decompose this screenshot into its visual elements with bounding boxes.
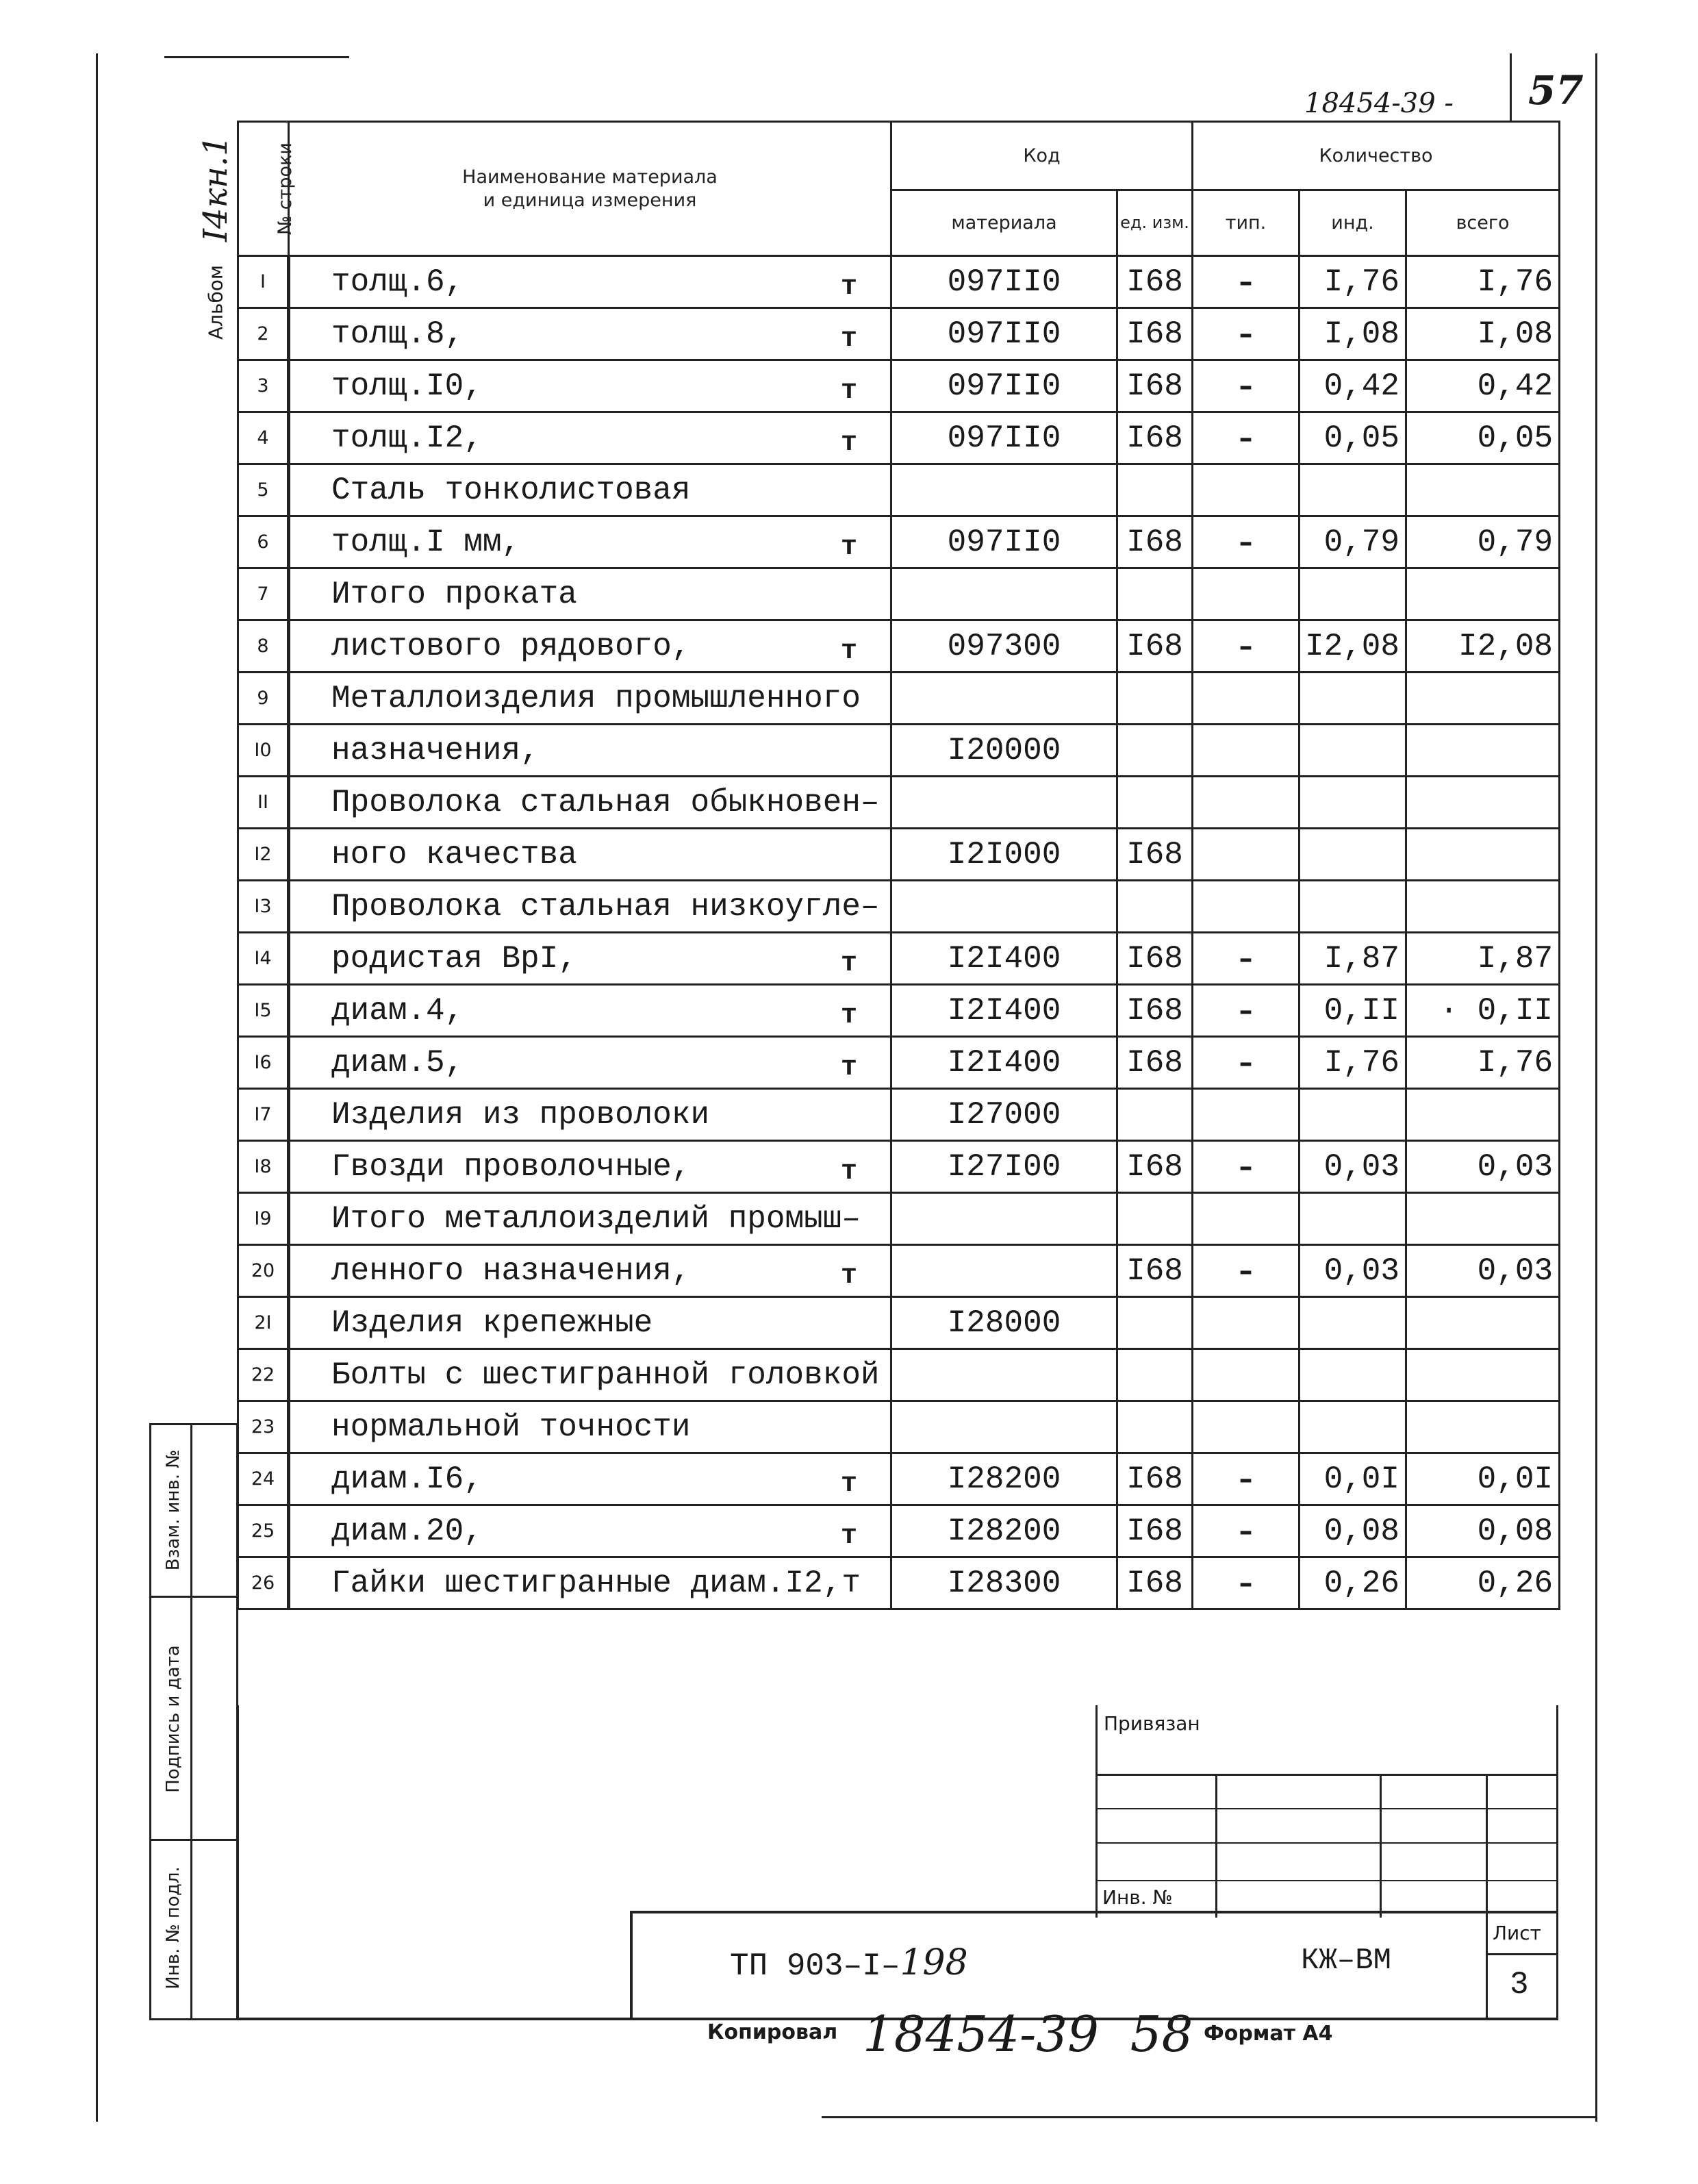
table-row [238, 1453, 1560, 1505]
table-row [238, 1401, 1560, 1453]
material-name-text: Итого металлоизделий промыш– [331, 1201, 861, 1237]
table-row [238, 308, 1560, 360]
unit-code [1117, 1401, 1193, 1453]
handwritten-ref: 18454-39 - [1304, 88, 1454, 119]
material-code: I27I00 [891, 1141, 1117, 1193]
material-name [289, 1557, 891, 1609]
material-name-text: Сталь тонколистовая [331, 472, 691, 508]
material-code: I2I000 [891, 829, 1117, 881]
sign-date-label: Подпись и дата [163, 1645, 183, 1793]
material-name-text: нормальной точности [331, 1409, 691, 1445]
material-name [289, 516, 891, 568]
material-code [891, 568, 1117, 620]
table-row [238, 933, 1560, 985]
col-qty-ind: инд. [1300, 190, 1406, 256]
material-unit: т [840, 1157, 857, 1188]
top-rule [164, 56, 349, 58]
qty-total: I,76 [1406, 256, 1560, 308]
qty-ind: 0,79 [1300, 516, 1406, 568]
material-code: 097II0 [891, 256, 1117, 308]
material-name [289, 1193, 891, 1245]
qty-ind: 0,42 [1300, 360, 1406, 412]
row-number: 4 [238, 412, 289, 464]
material-name-text: толщ.I2, [331, 420, 483, 456]
row-number: 7 [238, 568, 289, 620]
material-name [289, 620, 891, 673]
qty-typ: – [1193, 360, 1300, 412]
row-number: 9 [238, 673, 289, 725]
qty-ind [1300, 1349, 1406, 1401]
material-name [289, 1401, 891, 1453]
album-label: Альбом [204, 264, 227, 340]
table-row [238, 777, 1560, 829]
unit-code [1117, 1089, 1193, 1141]
row-number: 20 [238, 1245, 289, 1297]
qty-ind: 0,05 [1300, 412, 1406, 464]
tb-main-left [630, 1911, 633, 2020]
table-row [238, 725, 1560, 777]
qty-total: I,08 [1406, 308, 1560, 360]
material-name [289, 308, 891, 360]
qty-total [1406, 568, 1560, 620]
qty-typ: – [1193, 412, 1300, 464]
row-number: I5 [238, 985, 289, 1037]
material-name [289, 725, 891, 777]
material-name-text: Итого проката [331, 576, 577, 612]
table-row [238, 1037, 1560, 1089]
material-name [289, 1297, 891, 1349]
material-name [289, 1505, 891, 1557]
copied-hand: 18454-39 58 [863, 2005, 1193, 2063]
material-code [891, 1193, 1117, 1245]
material-code: I2I400 [891, 933, 1117, 985]
tb-tied-v1 [1215, 1774, 1217, 1918]
material-code [891, 464, 1117, 516]
qty-total: 0,05 [1406, 412, 1560, 464]
material-name-text: Изделия крепежные [331, 1305, 653, 1341]
qty-ind [1300, 1401, 1406, 1453]
replace-inv-label: Взам. инв. № [163, 1449, 183, 1571]
qty-total: · 0,II [1406, 985, 1560, 1037]
table-row [238, 673, 1560, 725]
qty-ind: I,08 [1300, 308, 1406, 360]
table-row [238, 1349, 1560, 1401]
bottom-rule [822, 2116, 1595, 2118]
qty-ind [1300, 725, 1406, 777]
material-code: 097300 [891, 620, 1117, 673]
side-stamp-sep-2 [149, 1839, 238, 1841]
col-code-unit: ед. изм. [1117, 190, 1193, 256]
tb-right [1556, 1705, 1558, 2020]
table-row [238, 568, 1560, 620]
qty-typ [1193, 568, 1300, 620]
qty-ind [1300, 1193, 1406, 1245]
material-name [289, 933, 891, 985]
qty-total [1406, 1349, 1560, 1401]
table-row [238, 256, 1560, 308]
unit-code: I68 [1117, 516, 1193, 568]
table-row [238, 1505, 1560, 1557]
unit-code [1117, 673, 1193, 725]
material-name-text: Проволока стальная низкоугле– [331, 888, 880, 925]
row-number: I9 [238, 1193, 289, 1245]
material-name [289, 829, 891, 881]
qty-total: 0,03 [1406, 1141, 1560, 1193]
qty-total: 0,42 [1406, 360, 1560, 412]
material-name [289, 568, 891, 620]
material-name-text: Проволока стальная обыкновен– [331, 784, 880, 820]
material-code [891, 1349, 1117, 1401]
table-row [238, 881, 1560, 933]
material-name-text: диам.I6, [331, 1461, 483, 1497]
material-name [289, 1089, 891, 1141]
album-value: I4кн.1 [197, 135, 235, 242]
qty-typ: – [1193, 620, 1300, 673]
right-edge [1595, 53, 1597, 2122]
qty-ind: 0,03 [1300, 1141, 1406, 1193]
qty-total: 0,0I [1406, 1453, 1560, 1505]
qty-ind: I,87 [1300, 933, 1406, 985]
row-number: 2I [238, 1297, 289, 1349]
row-number: 26 [238, 1557, 289, 1609]
col-code: Код [891, 122, 1193, 190]
table-row [238, 829, 1560, 881]
qty-ind: I,76 [1300, 256, 1406, 308]
col-name: Наименование материала и единица измерения [289, 122, 891, 256]
doc-code [730, 1942, 968, 1984]
material-unit: т [840, 1261, 857, 1292]
qty-total: 0,26 [1406, 1557, 1560, 1609]
unit-code [1117, 568, 1193, 620]
material-unit: т [840, 636, 857, 667]
row-number: 3 [238, 360, 289, 412]
material-name [289, 1453, 891, 1505]
table-body [238, 256, 1560, 1609]
unit-code: I68 [1117, 620, 1193, 673]
material-name [289, 1245, 891, 1297]
row-number: I3 [238, 881, 289, 933]
qty-total: I2,08 [1406, 620, 1560, 673]
material-name [289, 777, 891, 829]
qty-typ [1193, 881, 1300, 933]
material-name [289, 412, 891, 464]
table-row [238, 516, 1560, 568]
tb-tied-h1 [1095, 1774, 1558, 1776]
material-name [289, 673, 891, 725]
unit-code [1117, 1297, 1193, 1349]
table-row [238, 620, 1560, 673]
qty-total [1406, 673, 1560, 725]
tb-tied-h2 [1095, 1808, 1558, 1809]
row-number: I4 [238, 933, 289, 985]
unit-code [1117, 464, 1193, 516]
qty-total [1406, 1401, 1560, 1453]
qty-total [1406, 777, 1560, 829]
col-code-material: материала [891, 190, 1117, 256]
material-name [289, 985, 891, 1037]
material-name-text: Гайки шестигранные диам.I2,т [331, 1565, 861, 1601]
unit-code: I68 [1117, 1557, 1193, 1609]
material-name-text: Изделия из проволоки [331, 1096, 710, 1133]
qty-typ [1193, 777, 1300, 829]
table-row [238, 1193, 1560, 1245]
unit-code [1117, 1349, 1193, 1401]
material-unit: т [840, 1001, 857, 1031]
tb-left [237, 1705, 239, 2020]
sheet-label: Лист [1493, 1922, 1541, 1944]
unit-code: I68 [1117, 360, 1193, 412]
material-unit: т [840, 324, 857, 355]
material-code: I27000 [891, 1089, 1117, 1141]
tb-tied-left [1095, 1705, 1098, 1918]
qty-ind [1300, 829, 1406, 881]
material-code: I2I400 [891, 985, 1117, 1037]
qty-total [1406, 1297, 1560, 1349]
table-row [238, 464, 1560, 516]
material-name-text: диам.4, [331, 992, 464, 1029]
qty-typ [1193, 1089, 1300, 1141]
qty-typ: – [1193, 308, 1300, 360]
doc-code-hand: 198 [900, 1942, 968, 1983]
qty-total [1406, 881, 1560, 933]
material-code: I20000 [891, 725, 1117, 777]
qty-ind: 0,0I [1300, 1453, 1406, 1505]
qty-typ: – [1193, 1557, 1300, 1609]
qty-typ: – [1193, 933, 1300, 985]
material-unit: т [840, 949, 857, 979]
side-stamp-sep-1 [149, 1596, 238, 1598]
doc-code-prefix: ТП 903–I– [730, 1948, 900, 1984]
qty-typ: – [1193, 1141, 1300, 1193]
col-qty: Количество [1193, 122, 1560, 190]
qty-typ [1193, 829, 1300, 881]
material-name-text: толщ.I0, [331, 368, 483, 404]
material-code: 097II0 [891, 412, 1117, 464]
row-number: 24 [238, 1453, 289, 1505]
row-number: I7 [238, 1089, 289, 1141]
top-rule-right [1510, 53, 1512, 122]
qty-typ [1193, 725, 1300, 777]
tb-sheet-sep [1486, 1953, 1558, 1955]
material-code [891, 777, 1117, 829]
material-name [289, 881, 891, 933]
unit-code: I68 [1117, 1453, 1193, 1505]
unit-code: I68 [1117, 412, 1193, 464]
qty-typ [1193, 1349, 1300, 1401]
table-row [238, 1245, 1560, 1297]
tb-main-top [630, 1911, 1558, 1913]
material-code: I28000 [891, 1297, 1117, 1349]
material-name [289, 360, 891, 412]
qty-total [1406, 464, 1560, 516]
qty-typ [1193, 673, 1300, 725]
unit-code: I68 [1117, 1141, 1193, 1193]
qty-ind [1300, 881, 1406, 933]
qty-typ: – [1193, 1453, 1300, 1505]
row-number: II [238, 777, 289, 829]
material-name-text: ленного назначения, [331, 1253, 691, 1289]
table-row [238, 360, 1560, 412]
material-name [289, 1037, 891, 1089]
row-number: 25 [238, 1505, 289, 1557]
unit-code: I68 [1117, 1245, 1193, 1297]
row-number: I2 [238, 829, 289, 881]
unit-code: I68 [1117, 1037, 1193, 1089]
qty-typ [1193, 1193, 1300, 1245]
qty-ind [1300, 673, 1406, 725]
col-row-no: № строки [238, 122, 289, 256]
material-code: I2I400 [891, 1037, 1117, 1089]
unit-code: I68 [1117, 985, 1193, 1037]
material-name-text: Металлоизделия промышленного [331, 680, 861, 716]
material-name [289, 256, 891, 308]
qty-ind: I2,08 [1300, 620, 1406, 673]
col-qty-typ: тип. [1193, 190, 1300, 256]
table-row [238, 1141, 1560, 1193]
material-name-text: толщ.I мм, [331, 524, 521, 560]
left-edge [96, 53, 98, 2122]
row-number: 5 [238, 464, 289, 516]
row-number: I6 [238, 1037, 289, 1089]
unit-code [1117, 881, 1193, 933]
qty-typ: – [1193, 985, 1300, 1037]
material-spec-table [237, 121, 1560, 1610]
material-code: I28200 [891, 1505, 1117, 1557]
material-unit: т [840, 428, 857, 459]
qty-ind [1300, 777, 1406, 829]
material-name-text: назначения, [331, 732, 540, 768]
material-name-text: толщ.6, [331, 264, 464, 300]
material-unit: т [840, 1521, 857, 1552]
qty-ind: 0,II [1300, 985, 1406, 1037]
material-code [891, 881, 1117, 933]
tb-tied-v3 [1486, 1774, 1488, 2020]
material-name-text: листового рядового, [331, 628, 691, 664]
unit-code: I68 [1117, 308, 1193, 360]
material-name-text: толщ.8, [331, 316, 464, 352]
qty-total [1406, 1089, 1560, 1141]
inv-label: Инв. № [1102, 1886, 1173, 1909]
qty-total: 0,03 [1406, 1245, 1560, 1297]
qty-typ [1193, 1401, 1300, 1453]
qty-total: I,76 [1406, 1037, 1560, 1089]
qty-typ: – [1193, 1505, 1300, 1557]
qty-total: I,87 [1406, 933, 1560, 985]
tb-tied-h4 [1095, 1880, 1558, 1881]
qty-typ: – [1193, 256, 1300, 308]
table-row [238, 1297, 1560, 1349]
qty-ind [1300, 1089, 1406, 1141]
qty-ind: 0,26 [1300, 1557, 1406, 1609]
material-code [891, 1401, 1117, 1453]
row-number: 23 [238, 1401, 289, 1453]
row-number: 2 [238, 308, 289, 360]
unit-code: I68 [1117, 933, 1193, 985]
material-name [289, 464, 891, 516]
unit-code: I68 [1117, 256, 1193, 308]
copied-label: Копировал [707, 2020, 838, 2044]
format-label: Формат А4 [1204, 2022, 1333, 2046]
material-name-text: родистая ВрI, [331, 940, 577, 977]
qty-total [1406, 829, 1560, 881]
material-unit: т [840, 1469, 857, 1500]
qty-typ: – [1193, 516, 1300, 568]
inv-orig-label: Инв. № подл. [163, 1866, 183, 1990]
material-code: 097II0 [891, 516, 1117, 568]
qty-total [1406, 725, 1560, 777]
material-unit: т [840, 376, 857, 407]
qty-ind [1300, 568, 1406, 620]
qty-typ [1193, 464, 1300, 516]
row-number: 6 [238, 516, 289, 568]
material-name-text: диам.20, [331, 1513, 483, 1549]
table-row [238, 985, 1560, 1037]
unit-code [1117, 777, 1193, 829]
qty-total: 0,79 [1406, 516, 1560, 568]
qty-typ [1193, 1297, 1300, 1349]
sheet-number: 57 [1528, 67, 1584, 114]
material-code [891, 1245, 1117, 1297]
material-unit: т [840, 532, 857, 563]
unit-code [1117, 725, 1193, 777]
unit-code [1117, 1193, 1193, 1245]
qty-ind: I,76 [1300, 1037, 1406, 1089]
qty-ind: 0,08 [1300, 1505, 1406, 1557]
material-name [289, 1349, 891, 1401]
table-row [238, 1089, 1560, 1141]
material-name-text: Гвозди проволочные, [331, 1149, 691, 1185]
unit-code: I68 [1117, 829, 1193, 881]
tied-label: Привязан [1104, 1712, 1200, 1735]
table-row [238, 412, 1560, 464]
material-unit: т [840, 1053, 857, 1083]
row-number: 8 [238, 620, 289, 673]
sheet-value: 3 [1510, 1967, 1529, 2003]
table-row [238, 1557, 1560, 1609]
material-unit: т [840, 272, 857, 303]
row-number: I8 [238, 1141, 289, 1193]
material-code: I28200 [891, 1453, 1117, 1505]
qty-ind [1300, 1297, 1406, 1349]
doc-mark: КЖ–ВМ [1301, 1944, 1392, 1978]
row-number: 22 [238, 1349, 289, 1401]
material-code [891, 673, 1117, 725]
qty-ind [1300, 464, 1406, 516]
qty-typ: – [1193, 1037, 1300, 1089]
side-stamp-divider [190, 1423, 192, 2020]
row-number: I0 [238, 725, 289, 777]
material-code: I28300 [891, 1557, 1117, 1609]
material-code: 097II0 [891, 360, 1117, 412]
qty-total [1406, 1193, 1560, 1245]
qty-typ: – [1193, 1245, 1300, 1297]
material-name [289, 1141, 891, 1193]
qty-total: 0,08 [1406, 1505, 1560, 1557]
material-name-text: ного качества [331, 836, 577, 873]
material-name-text: диам.5, [331, 1044, 464, 1081]
tb-tied-h3 [1095, 1842, 1558, 1844]
qty-ind: 0,03 [1300, 1245, 1406, 1297]
row-number: I [238, 256, 289, 308]
material-name-text: Болты с шестигранной головкой [331, 1357, 880, 1393]
material-code: 097II0 [891, 308, 1117, 360]
unit-code: I68 [1117, 1505, 1193, 1557]
col-qty-total: всего [1406, 190, 1560, 256]
tb-tied-v2 [1380, 1774, 1382, 1918]
